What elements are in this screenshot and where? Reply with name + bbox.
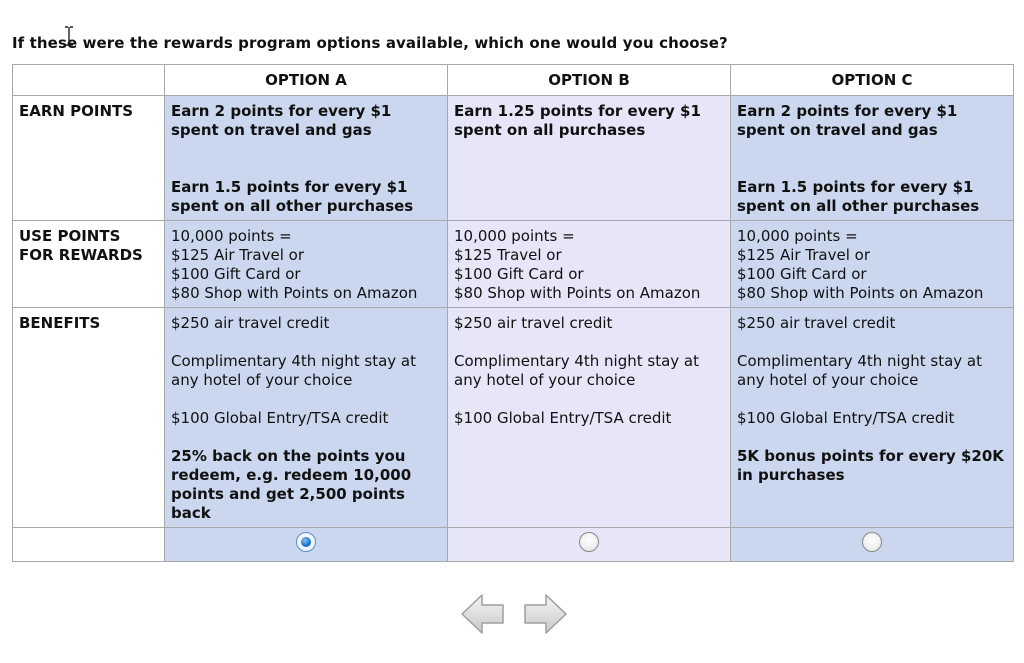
use-line: $80 Shop with Points on Amazon: [454, 284, 701, 302]
benefit-text: $250 air travel credit: [171, 314, 330, 332]
option-b-earn-cell: [448, 96, 731, 221]
use-points-row: [13, 221, 1014, 308]
option-b-benefits-cell: [448, 308, 731, 528]
benefit-text: $100 Global Entry/TSA credit: [454, 409, 672, 427]
use-line: 10,000 points =: [454, 227, 575, 245]
use-line: $125 Air Travel or: [737, 246, 871, 264]
earn-text: Earn 1.5 points for every $1 spent on all other purchases: [171, 178, 414, 215]
earn-text: Earn 1.5 points for every $1 spent on all other purchases: [737, 178, 980, 215]
header-row: [13, 65, 1014, 96]
option-a-earn-cell: [165, 96, 448, 221]
benefit-text: $100 Global Entry/TSA credit: [171, 409, 389, 427]
row-label: USE POINTS FOR REWARDS: [13, 221, 165, 308]
earn-text: Earn 2 points for every $1 spent on travel and gas: [171, 102, 392, 139]
benefit-text: $250 air travel credit: [454, 314, 613, 332]
benefits-row: [13, 308, 1014, 528]
option-a-radio[interactable]: [296, 532, 316, 552]
options-table: [12, 64, 1014, 562]
choice-row: [13, 528, 1014, 562]
option-c-header: OPTION C: [731, 65, 1014, 96]
option-b-radio[interactable]: [579, 532, 599, 552]
corner-cell: [13, 65, 165, 96]
option-b-header: OPTION B: [448, 65, 731, 96]
choice-label-cell: [13, 528, 165, 562]
row-label: EARN POINTS: [13, 96, 165, 221]
use-line: $125 Travel or: [454, 246, 562, 264]
earn-text: Earn 2 points for every $1 spent on travel and gas: [737, 102, 958, 139]
use-line: $125 Air Travel or: [171, 246, 305, 264]
earn-points-row: [13, 96, 1014, 221]
benefit-text: Complimentary 4th night stay at any hotel of your choice: [454, 352, 700, 389]
earn-text: Earn 1.25 points for every $1 spent on all purchases: [454, 102, 701, 139]
option-a-header: OPTION A: [165, 65, 448, 96]
benefit-text: $100 Global Entry/TSA credit: [737, 409, 955, 427]
option-a-use-cell: [165, 221, 448, 308]
benefit-text: 5K bonus points for every $20K in purchases: [737, 447, 1004, 484]
benefit-text: $250 air travel credit: [737, 314, 896, 332]
use-line: 10,000 points =: [737, 227, 858, 245]
use-line: $100 Gift Card or: [171, 265, 301, 283]
use-line: $100 Gift Card or: [454, 265, 584, 283]
benefit-text: Complimentary 4th night stay at any hotel of your choice: [737, 352, 983, 389]
option-c-choice-cell[interactable]: [731, 528, 1014, 562]
option-a-choice-cell[interactable]: [165, 528, 448, 562]
option-b-choice-cell[interactable]: [448, 528, 731, 562]
row-label: BENEFITS: [13, 308, 165, 528]
text-cursor-icon: [63, 26, 75, 46]
option-a-benefits-cell: [165, 308, 448, 528]
option-b-use-cell: [448, 221, 731, 308]
question-text: If these were the rewards program options available, which one would you choose?: [12, 34, 728, 52]
use-line: 10,000 points =: [171, 227, 292, 245]
option-c-use-cell: [731, 221, 1014, 308]
option-c-benefits-cell: [731, 308, 1014, 528]
use-line: $100 Gift Card or: [737, 265, 867, 283]
option-c-radio[interactable]: [862, 532, 882, 552]
use-line: $80 Shop with Points on Amazon: [171, 284, 418, 302]
forward-arrow-icon[interactable]: [522, 592, 568, 636]
option-c-earn-cell: [731, 96, 1014, 221]
benefit-text: Complimentary 4th night stay at any hotel of your choice: [171, 352, 417, 389]
benefit-text: 25% back on the points you redeem, e.g. redeem 10,000 points and get 2,500 points back: [171, 447, 412, 522]
back-arrow-icon[interactable]: [460, 592, 506, 636]
use-line: $80 Shop with Points on Amazon: [737, 284, 984, 302]
